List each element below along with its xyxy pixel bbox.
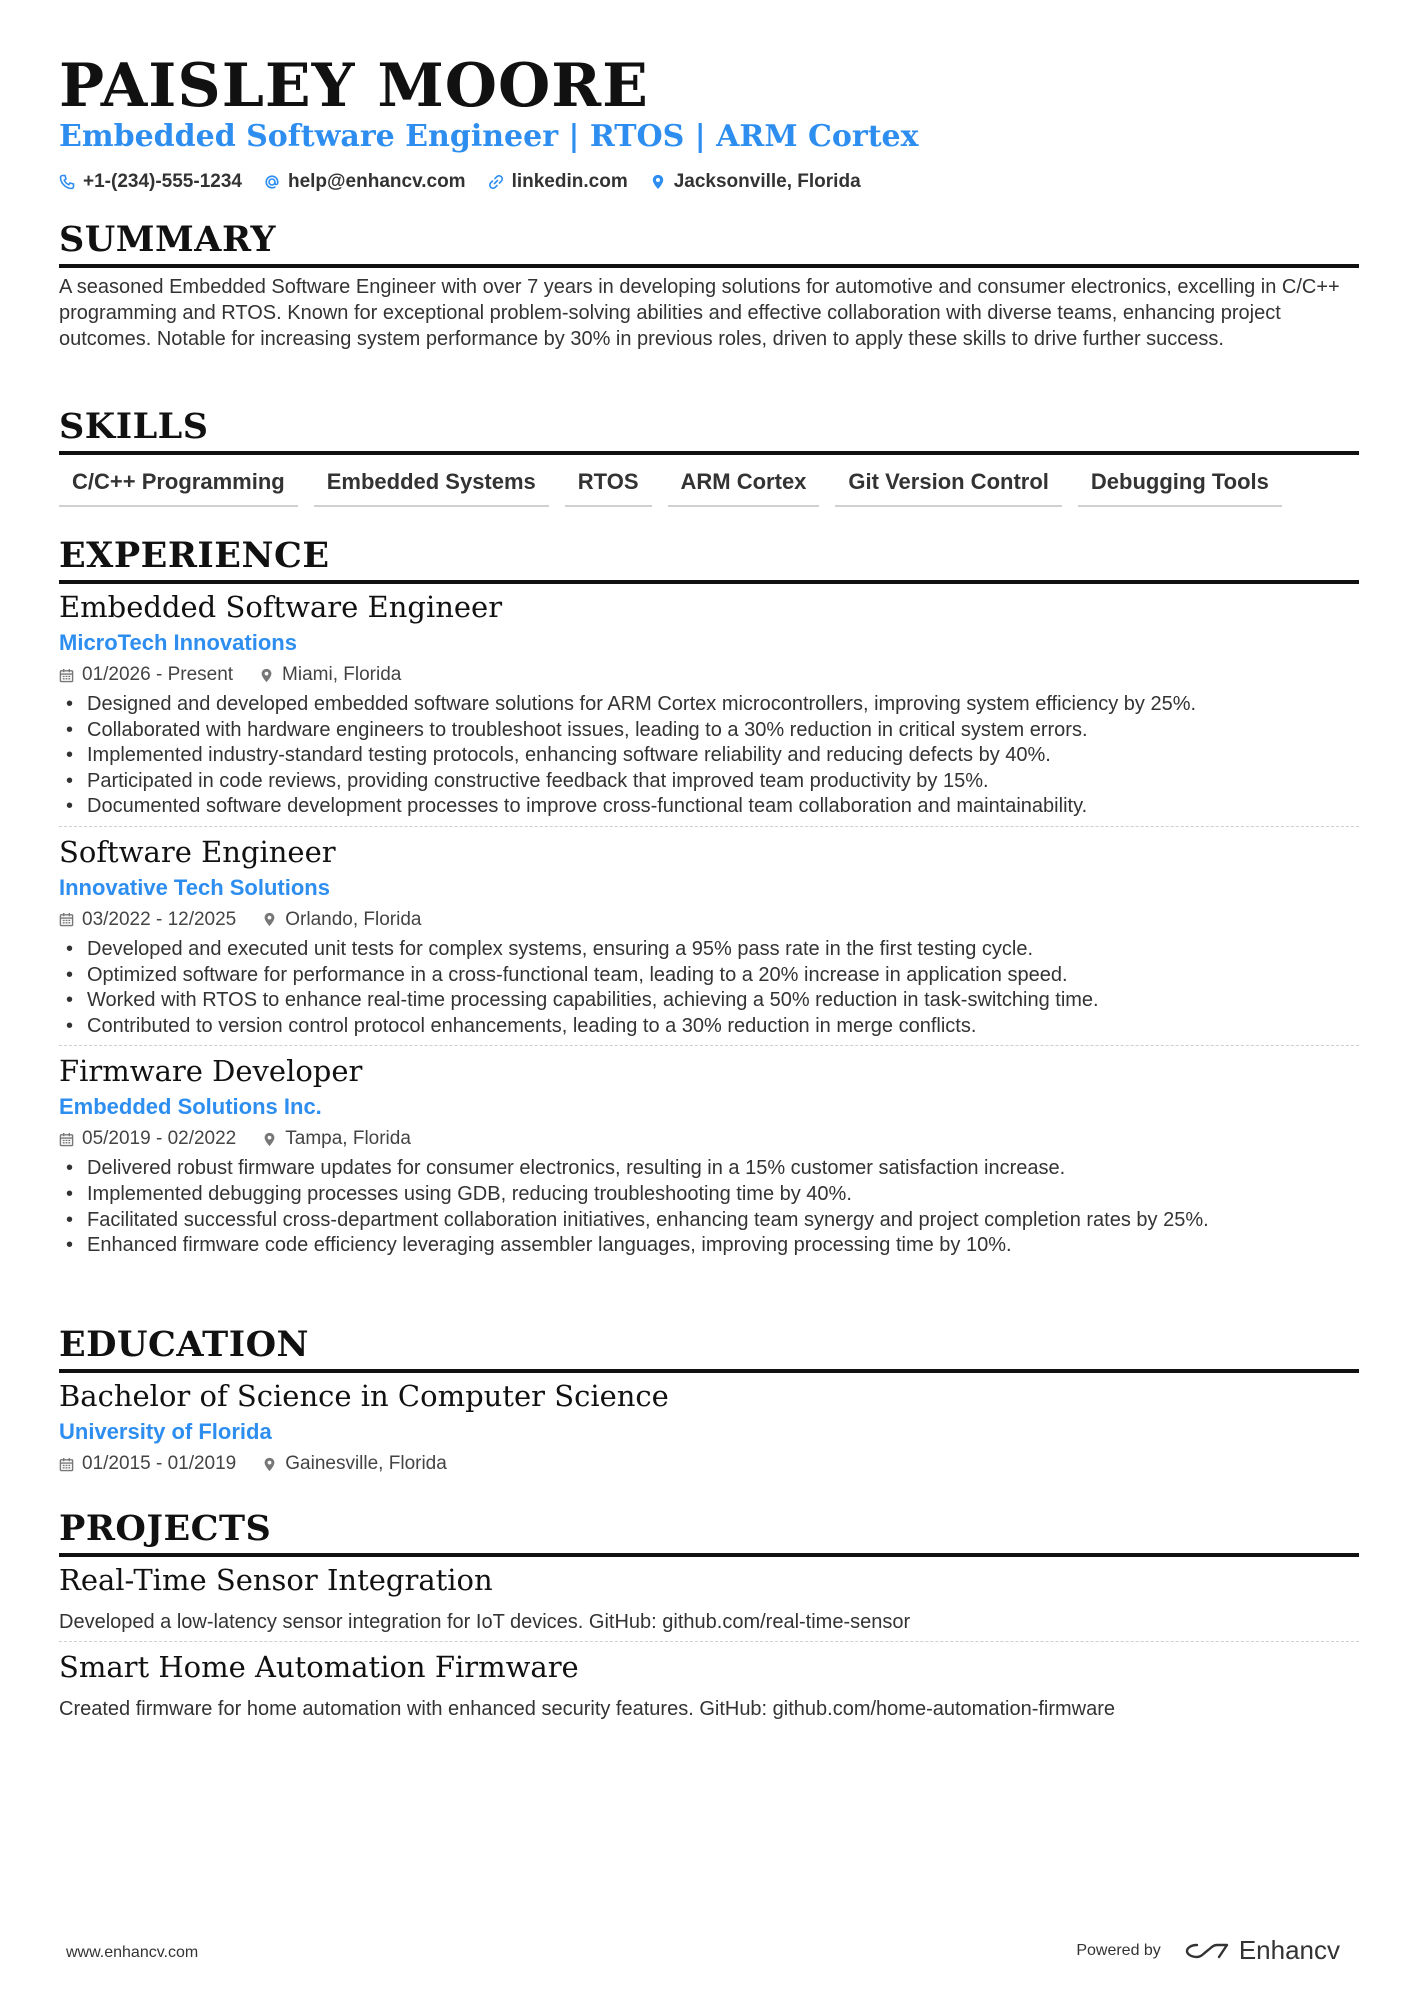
experience-section	[59, 534, 1359, 1259]
job-location-text: Tampa, Florida	[285, 1128, 411, 1150]
skills-section	[59, 405, 1359, 507]
candidate-headline: Embedded Software Engineer | RTOS | ARM Cortex	[59, 119, 919, 154]
bullet-item: • Delivered robust firmware updates for consumer electronics, resulting in a 15% customer satisfaction increase.	[59, 1156, 1359, 1182]
project-title: Real-Time Sensor Integration	[59, 1563, 493, 1597]
enhancv-logo[interactable]	[1183, 1935, 1340, 1966]
skill-tag: RTOS	[565, 467, 652, 507]
footer-branding	[1076, 1935, 1340, 1966]
location-pin-icon	[262, 1132, 277, 1147]
job-bullets	[59, 1156, 1359, 1258]
skill-tag: C/C++ Programming	[59, 467, 298, 507]
summary-heading: SUMMARY	[59, 219, 276, 260]
degree-title: Bachelor of Science in Computer Science	[59, 1379, 669, 1413]
job-dates	[59, 907, 236, 933]
calendar-icon	[59, 668, 74, 683]
bullet-item: • Participated in code reviews, providing constructive feedback that improved team productivity by 15%.	[59, 769, 1359, 795]
skills-list	[59, 467, 1359, 507]
bullet-item: • Optimized software for performance in a cross-functional team, leading to a 20% increase in application speed.	[59, 963, 1359, 989]
job-dates	[59, 1126, 236, 1152]
projects-heading: PROJECTS	[59, 1508, 272, 1549]
bullet-item: • Documented software development processes to improve cross-functional team collaboration and maintainability.	[59, 794, 1359, 820]
calendar-icon	[59, 912, 74, 927]
experience-entry	[59, 833, 1359, 1046]
job-dates-text: 03/2022 - 12/2025	[82, 908, 237, 930]
contact-email[interactable]	[264, 168, 466, 196]
skills-heading: SKILLS	[59, 406, 209, 447]
education-meta	[59, 1451, 1359, 1477]
section-divider	[59, 580, 1359, 584]
experience-entry	[59, 1052, 1359, 1258]
candidate-name: PAISLEY MOORE	[59, 51, 649, 121]
bullet-item: • Implemented debugging processes using GDB, reducing troubleshooting time by 40%.	[59, 1182, 1359, 1208]
entry-divider	[59, 1045, 1359, 1046]
contact-linkedin-text: linkedin.com	[511, 171, 628, 192]
education-dates-text: 01/2015 - 01/2019	[82, 1453, 237, 1474]
job-location	[259, 662, 401, 688]
job-meta	[59, 1126, 1359, 1152]
contact-phone-text: +1-(234)-555-1234	[83, 171, 242, 192]
company-name: Embedded Solutions Inc.	[59, 1094, 322, 1120]
job-location	[262, 907, 421, 933]
entry-divider	[59, 826, 1359, 827]
calendar-icon	[59, 1457, 74, 1472]
project-entry	[59, 1561, 1359, 1642]
link-icon	[488, 174, 504, 190]
job-title: Embedded Software Engineer	[59, 590, 503, 624]
contact-bar	[59, 168, 861, 196]
job-location	[262, 1126, 411, 1152]
job-meta	[59, 662, 1359, 688]
summary-text: A seasoned Embedded Software Engineer with over 7 years in developing solutions for automotive and consumer electronics, excelling in C/C++ programming and RTOS. Known for exceptional problem-solving abilities and effective collaboration with diverse teams, enhancing project outcomes. Notable for increasing system performance by 30% in previous roles, driven to apply these skills to drive further success.	[59, 276, 1340, 350]
job-dates-text: 01/2026 - Present	[82, 664, 234, 685]
job-dates-text: 05/2019 - 02/2022	[82, 1128, 237, 1150]
skill-tag: Git Version Control	[835, 467, 1061, 507]
project-entry	[59, 1648, 1359, 1722]
entry-divider	[59, 1641, 1359, 1642]
bullet-item: • Designed and developed embedded software solutions for ARM Cortex microcontrollers, improving system efficiency by 25%.	[59, 692, 1359, 718]
location-pin-icon	[262, 912, 277, 927]
bullet-item: • Enhanced firmware code efficiency leveraging assembler languages, improving processing time by 10%.	[59, 1233, 1359, 1259]
company-name: MicroTech Innovations	[59, 630, 297, 655]
education-location	[262, 1451, 447, 1477]
location-pin-icon	[262, 1457, 277, 1472]
bullet-item: • Implemented industry-standard testing protocols, enhancing software reliability and reducing defects by 40%.	[59, 743, 1359, 769]
bullet-item: • Contributed to version control protocol enhancements, leading to a 30% reduction in merge conflicts.	[59, 1014, 1359, 1040]
summary-section	[59, 218, 1359, 352]
section-divider	[59, 1553, 1359, 1557]
section-divider	[59, 451, 1359, 455]
phone-icon	[59, 174, 75, 190]
job-title: Software Engineer	[59, 834, 336, 869]
project-description: Developed a low-latency sensor integration for IoT devices. GitHub: github.com/real-time-sensor	[59, 1611, 911, 1633]
calendar-icon	[59, 1132, 74, 1147]
education-entry	[59, 1377, 1359, 1477]
bullet-item: • Worked with RTOS to enhance real-time processing capabilities, achieving a 50% reduction in task-switching time.	[59, 988, 1359, 1014]
job-bullets	[59, 937, 1359, 1039]
bullet-item: • Collaborated with hardware engineers to troubleshoot issues, leading to a 30% reduction in critical system errors.	[59, 718, 1359, 744]
job-location-text: Orlando, Florida	[285, 908, 422, 930]
education-location-text: Gainesville, Florida	[285, 1453, 447, 1474]
enhancv-logo-text: Enhancv	[1238, 1935, 1340, 1965]
projects-section	[59, 1507, 1359, 1722]
contact-location-text: Jacksonville, Florida	[673, 171, 861, 192]
school-name: University of Florida	[59, 1419, 272, 1444]
education-dates	[59, 1451, 236, 1477]
skill-tag: Embedded Systems	[314, 467, 549, 507]
contact-phone[interactable]	[59, 168, 242, 196]
location-pin-icon	[259, 668, 274, 683]
education-section	[59, 1323, 1359, 1477]
experience-heading: EXPERIENCE	[59, 535, 330, 576]
job-dates	[59, 662, 233, 688]
contact-location	[650, 168, 861, 196]
skill-tag: Debugging Tools	[1078, 467, 1282, 507]
contact-linkedin[interactable]	[488, 168, 628, 196]
job-meta	[59, 907, 1359, 933]
bullet-item: • Developed and executed unit tests for complex systems, ensuring a 95% pass rate in the first testing cycle.	[59, 937, 1359, 963]
at-icon	[264, 174, 280, 190]
skill-tag: ARM Cortex	[668, 467, 820, 507]
enhancv-logo-icon	[1183, 1939, 1231, 1963]
project-description: Created firmware for home automation with enhanced security features. GitHub: github.com/home-automation-firmware	[59, 1698, 1116, 1720]
bullet-item: • Facilitated successful cross-department collaboration initiatives, enhancing team synergy and project completion rates by 25%.	[59, 1208, 1359, 1234]
job-location-text: Miami, Florida	[282, 664, 402, 685]
contact-email-text: help@enhancv.com	[287, 171, 466, 192]
section-divider	[59, 1369, 1359, 1373]
section-divider	[59, 264, 1359, 268]
powered-by-label: Powered by	[1076, 1941, 1161, 1959]
job-title: Firmware Developer	[59, 1054, 363, 1089]
location-pin-icon	[650, 174, 666, 190]
project-title: Smart Home Automation Firmware	[59, 1650, 579, 1684]
education-heading: EDUCATION	[59, 1324, 310, 1365]
company-name: Innovative Tech Solutions	[59, 874, 330, 900]
footer-website[interactable]: www.enhancv.com	[66, 1944, 199, 1961]
experience-entry	[59, 588, 1359, 827]
job-bullets	[59, 692, 1359, 820]
